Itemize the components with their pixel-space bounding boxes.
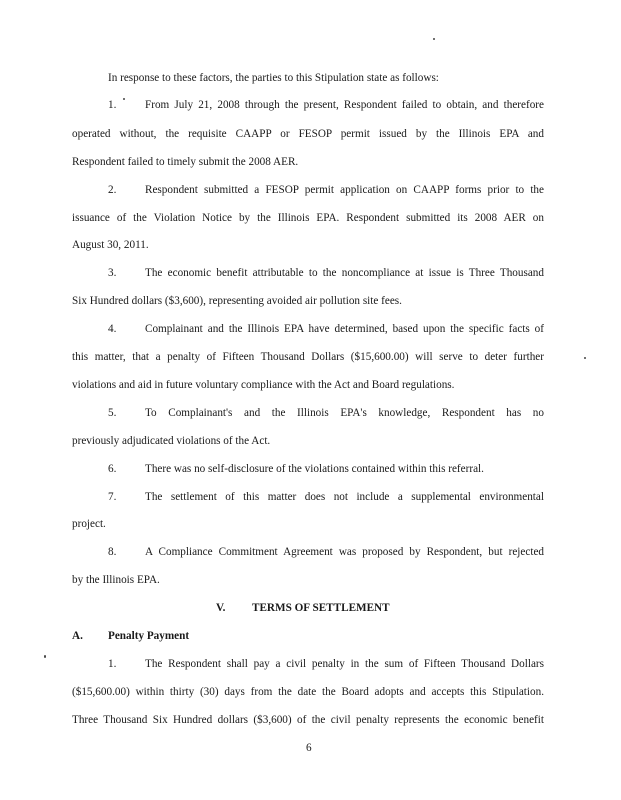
- intro-text: In response to these factors, the parties to this Stipulation state as follows:: [108, 72, 439, 84]
- item-number: 8.: [108, 546, 117, 558]
- item-number: 3.: [108, 267, 117, 279]
- item-line: Complainant and the Illinois EPA have determined, based upon the specific facts of: [145, 323, 544, 335]
- item-line: previously adjudicated violations of the Act.: [72, 435, 271, 447]
- item-line: Respondent failed to timely submit the 2008 AER.: [72, 156, 299, 168]
- scan-speck: [433, 38, 435, 40]
- item-line: August 30, 2011.: [72, 239, 149, 251]
- item-line: Respondent submitted a FESOP permit application on CAAPP forms prior to the: [145, 184, 544, 196]
- item-line: From July 21, 2008 through the present, Respondent failed to obtain, and therefore: [145, 99, 544, 111]
- subsection-letter: A.: [72, 630, 83, 642]
- payment-line: Three Thousand Six Hundred dollars ($3,600) of the civil penalty represents the economic benefit: [72, 714, 544, 726]
- payment-line: ($15,600.00) within thirty (30) days from the date the Board adopts and accepts this Stipulation.: [72, 686, 544, 698]
- scan-speck: [123, 98, 125, 100]
- section-number: V.: [216, 602, 226, 614]
- subsection-title: Penalty Payment: [108, 630, 190, 642]
- item-number: 1.: [108, 658, 117, 670]
- item-line: by the Illinois EPA.: [72, 574, 160, 586]
- item-number: 2.: [108, 184, 117, 196]
- item-number: 4.: [108, 323, 117, 335]
- item-number: 1.: [108, 99, 117, 111]
- item-line: issuance of the Violation Notice by the Illinois EPA. Respondent submitted its 2008 AER on: [72, 212, 544, 224]
- item-line: A Compliance Commitment Agreement was proposed by Respondent, but rejected: [145, 546, 544, 558]
- scan-speck: [44, 655, 46, 658]
- item-line: The economic benefit attributable to the noncompliance at issue is Three Thousand: [145, 267, 544, 279]
- page-number: 6: [306, 742, 312, 754]
- item-line: The settlement of this matter does not include a supplemental environmental: [145, 491, 544, 503]
- item-line: Six Hundred dollars ($3,600), representing avoided air pollution site fees.: [72, 295, 402, 307]
- item-line: project.: [72, 518, 106, 530]
- item-number: 5.: [108, 407, 117, 419]
- item-line: To Complainant's and the Illinois EPA's knowledge, Respondent has no: [145, 407, 544, 419]
- item-number: 7.: [108, 491, 117, 503]
- item-line: this matter, that a penalty of Fifteen Thousand Dollars ($15,600.00) will serve to deter further: [72, 351, 544, 363]
- section-title: TERMS OF SETTLEMENT: [252, 602, 390, 614]
- item-line: violations and aid in future voluntary compliance with the Act and Board regulations.: [72, 379, 455, 391]
- item-line: There was no self-disclosure of the violations contained within this referral.: [145, 463, 484, 475]
- payment-line: The Respondent shall pay a civil penalty in the sum of Fifteen Thousand Dollars: [145, 658, 544, 670]
- scan-speck: [584, 357, 586, 359]
- item-number: 6.: [108, 463, 117, 475]
- item-line: operated without, the requisite CAAPP or FESOP permit issued by the Illinois EPA and: [72, 128, 544, 140]
